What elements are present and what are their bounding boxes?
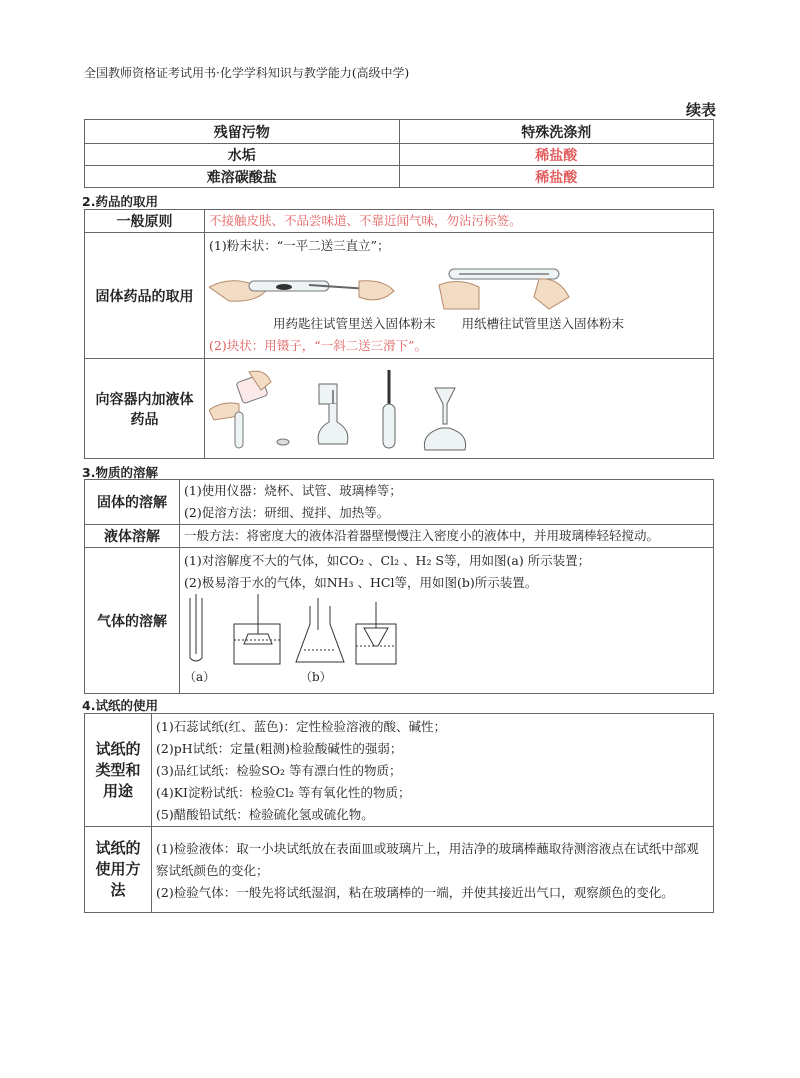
solid-dissolve-label: 固体的溶解: [85, 480, 180, 525]
dissolution-table: [84, 479, 714, 694]
solid-label: 固体药品的取用: [85, 233, 205, 359]
liquid-label: 向容器内加液体药品: [85, 359, 205, 459]
gas-dissolve-line: (1)对溶解度不大的气体，如CO₂ 、Cl₂ 、H₂ S等，用如图(a) 所示装置；: [184, 553, 591, 568]
agent-cell: 稀盐酸: [399, 144, 714, 166]
residue-table: [84, 119, 714, 188]
gas-dissolve-label: 气体的溶解: [85, 548, 180, 694]
section-title: 2.药品的取用: [82, 194, 158, 209]
solid-block-text: (2)块状：用镊子，“一斜二送三滑下”。: [209, 338, 427, 353]
solid-dissolve-line: (2)促溶方法：研细、搅拌、加热等。: [184, 505, 390, 520]
solid-dissolve-line: (1)使用仪器：烧杯、试管、玻璃棒等；: [184, 483, 402, 498]
section-title: 4.试纸的使用: [82, 698, 158, 713]
method-label: 试纸的使用方法: [85, 827, 152, 913]
figure-b-label: （b）: [300, 670, 332, 684]
liquid-illustration: [209, 364, 539, 454]
dirt-cell: 难溶碳酸盐: [85, 166, 400, 188]
gas-dissolve-line: (2)极易溶于水的气体，如NH₃ 、HCl等，用如图(b)所示装置。: [184, 575, 538, 590]
powder-caption-spoon: 用药匙往试管里送入固体粉末: [273, 316, 436, 331]
dirt-cell: 水垢: [85, 144, 400, 166]
gas-apparatus-figure: [184, 594, 404, 668]
type-item: (4)KI淀粉试纸：检验Cl₂ 等有氧化性的物质；: [156, 785, 411, 800]
types-label: 试纸的类型和用途: [85, 714, 152, 827]
general-text: 不接触皮肤、不品尝味道、不靠近闻气味，勿沾污标签。: [205, 210, 714, 233]
type-item: (3)品红试纸：检验SO₂ 等有漂白性的物质；: [156, 763, 402, 778]
agent-cell: 稀盐酸: [399, 166, 714, 188]
continued-label: 续表: [686, 101, 717, 119]
page-header: 全国教师资格证考试用书·化学学科知识与教学能力(高级中学): [84, 66, 410, 80]
type-item: (5)醋酸铅试纸：检验硫化氢或硫化物。: [156, 807, 374, 822]
reagent-table: [84, 209, 714, 459]
section-title: 3.物质的溶解: [82, 465, 158, 480]
powder-illustration: [209, 257, 709, 313]
solid-powder-text: (1)粉末状：“一平二送三直立”；: [209, 238, 390, 253]
type-item: (1)石蕊试纸(红、蓝色)：定性检验溶液的酸、碱性；: [156, 719, 446, 734]
powder-caption-paper: 用纸槽往试管里送入固体粉末: [461, 316, 624, 331]
liquid-dissolve-text: 一般方法：将密度大的液体沿着器壁慢慢注入密度小的液体中，并用玻璃棒轻轻搅动。: [180, 525, 714, 548]
general-label: 一般原则: [85, 210, 205, 233]
method-item: (2)检验气体：一般先将试纸湿润，粘在玻璃棒的一端，并使其接近出气口，观察颜色的变化。: [156, 884, 674, 900]
liquid-dissolve-label: 液体溶解: [85, 525, 180, 548]
figure-a-label: （a）: [184, 670, 216, 684]
type-item: (2)pH试纸：定量(粗测)检验酸碱性的强弱；: [156, 741, 403, 756]
col-dirt-header: 残留污物: [85, 120, 400, 144]
method-item: (1)检验液体：取一小块试纸放在表面皿或玻璃片上，用洁净的玻璃棒蘸取待测溶液点在试纸中部观察试纸颜色的变化；: [156, 840, 699, 878]
test-paper-table: [84, 713, 714, 913]
col-agent-header: 特殊洗涤剂: [399, 120, 714, 144]
